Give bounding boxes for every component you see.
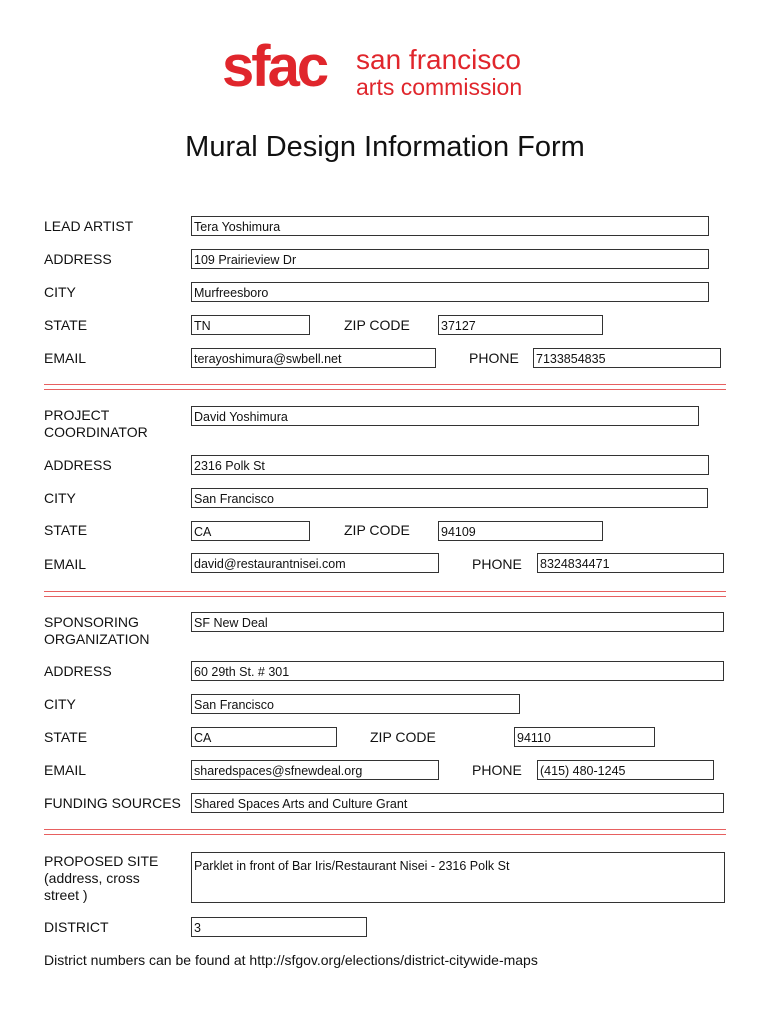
sponsor-zip-field[interactable]: 94110 (514, 727, 655, 747)
coordinator-zip-label: ZIP CODE (344, 522, 410, 538)
coordinator-city-field[interactable]: San Francisco (191, 488, 708, 508)
coordinator-email-label: EMAIL (44, 556, 87, 572)
lead-artist-phone-label: PHONE (469, 350, 519, 366)
lead-artist-phone-field[interactable]: 7133854835 (533, 348, 721, 368)
lead-artist-state-label: STATE (44, 317, 88, 333)
section-divider (44, 829, 726, 835)
sponsor-email-field[interactable]: sharedspaces@sfnewdeal.org (191, 760, 439, 780)
coordinator-address-label: ADDRESS (44, 457, 112, 473)
funding-sources-label: FUNDING SOURCES (44, 795, 181, 811)
sponsor-address-field[interactable]: 60 29th St. # 301 (191, 661, 724, 681)
lead-artist-zip-field[interactable]: 37127 (438, 315, 603, 335)
section-divider (44, 591, 726, 597)
coordinator-email-field[interactable]: david@restaurantnisei.com (191, 553, 439, 573)
proposed-site-label: PROPOSED SITE (address, cross street ) (44, 853, 159, 903)
proposed-site-field[interactable]: Parklet in front of Bar Iris/Restaurant Nisei - 2316 Polk St (191, 852, 725, 903)
page-title: Mural Design Information Form (185, 131, 585, 163)
district-note: District numbers can be found at http://sfgov.org/elections/district-citywide-maps (44, 952, 538, 968)
lead-artist-email-label: EMAIL (44, 350, 87, 366)
sponsor-city-label: CITY (44, 696, 76, 712)
logo-line-1: san francisco (356, 44, 521, 75)
lead-artist-state-field[interactable]: TN (191, 315, 310, 335)
sponsor-email-label: EMAIL (44, 762, 87, 778)
sponsor-state-field[interactable]: CA (191, 727, 337, 747)
lead-artist-city-field[interactable]: Murfreesboro (191, 282, 709, 302)
coordinator-label: PROJECT COORDINATOR (44, 407, 148, 440)
coordinator-phone-field[interactable]: 8324834471 (537, 553, 724, 573)
district-label: DISTRICT (44, 919, 109, 935)
sponsor-state-label: STATE (44, 729, 88, 745)
section-divider (44, 384, 726, 390)
sponsor-address-label: ADDRESS (44, 663, 112, 679)
coordinator-state-field[interactable]: CA (191, 521, 310, 541)
lead-artist-address-label: ADDRESS (44, 251, 112, 267)
lead-artist-email-field[interactable]: terayoshimura@swbell.net (191, 348, 436, 368)
coordinator-name-field[interactable]: David Yoshimura (191, 406, 699, 426)
logo-mark: sfac (222, 34, 327, 99)
coordinator-state-label: STATE (44, 522, 88, 538)
lead-artist-label: LEAD ARTIST (44, 218, 134, 234)
sponsor-label: SPONSORING ORGANIZATION (44, 614, 150, 647)
sfac-logo (222, 34, 552, 102)
coordinator-address-field[interactable]: 2316 Polk St (191, 455, 709, 475)
lead-artist-city-label: CITY (44, 284, 76, 300)
funding-sources-field[interactable]: Shared Spaces Arts and Culture Grant (191, 793, 724, 813)
lead-artist-address-field[interactable]: 109 Prairieview Dr (191, 249, 709, 269)
coordinator-city-label: CITY (44, 490, 76, 506)
coordinator-phone-label: PHONE (472, 556, 522, 572)
coordinator-zip-field[interactable]: 94109 (438, 521, 603, 541)
district-field[interactable]: 3 (191, 917, 367, 937)
sponsor-phone-field[interactable]: (415) 480-1245 (537, 760, 714, 780)
sponsor-phone-label: PHONE (472, 762, 522, 778)
logo-line-2: arts commission (356, 74, 523, 100)
sponsor-name-field[interactable]: SF New Deal (191, 612, 724, 632)
lead-artist-name-field[interactable]: Tera Yoshimura (191, 216, 709, 236)
sponsor-city-field[interactable]: San Francisco (191, 694, 520, 714)
sponsor-zip-label: ZIP CODE (370, 729, 436, 745)
lead-artist-zip-label: ZIP CODE (344, 317, 410, 333)
